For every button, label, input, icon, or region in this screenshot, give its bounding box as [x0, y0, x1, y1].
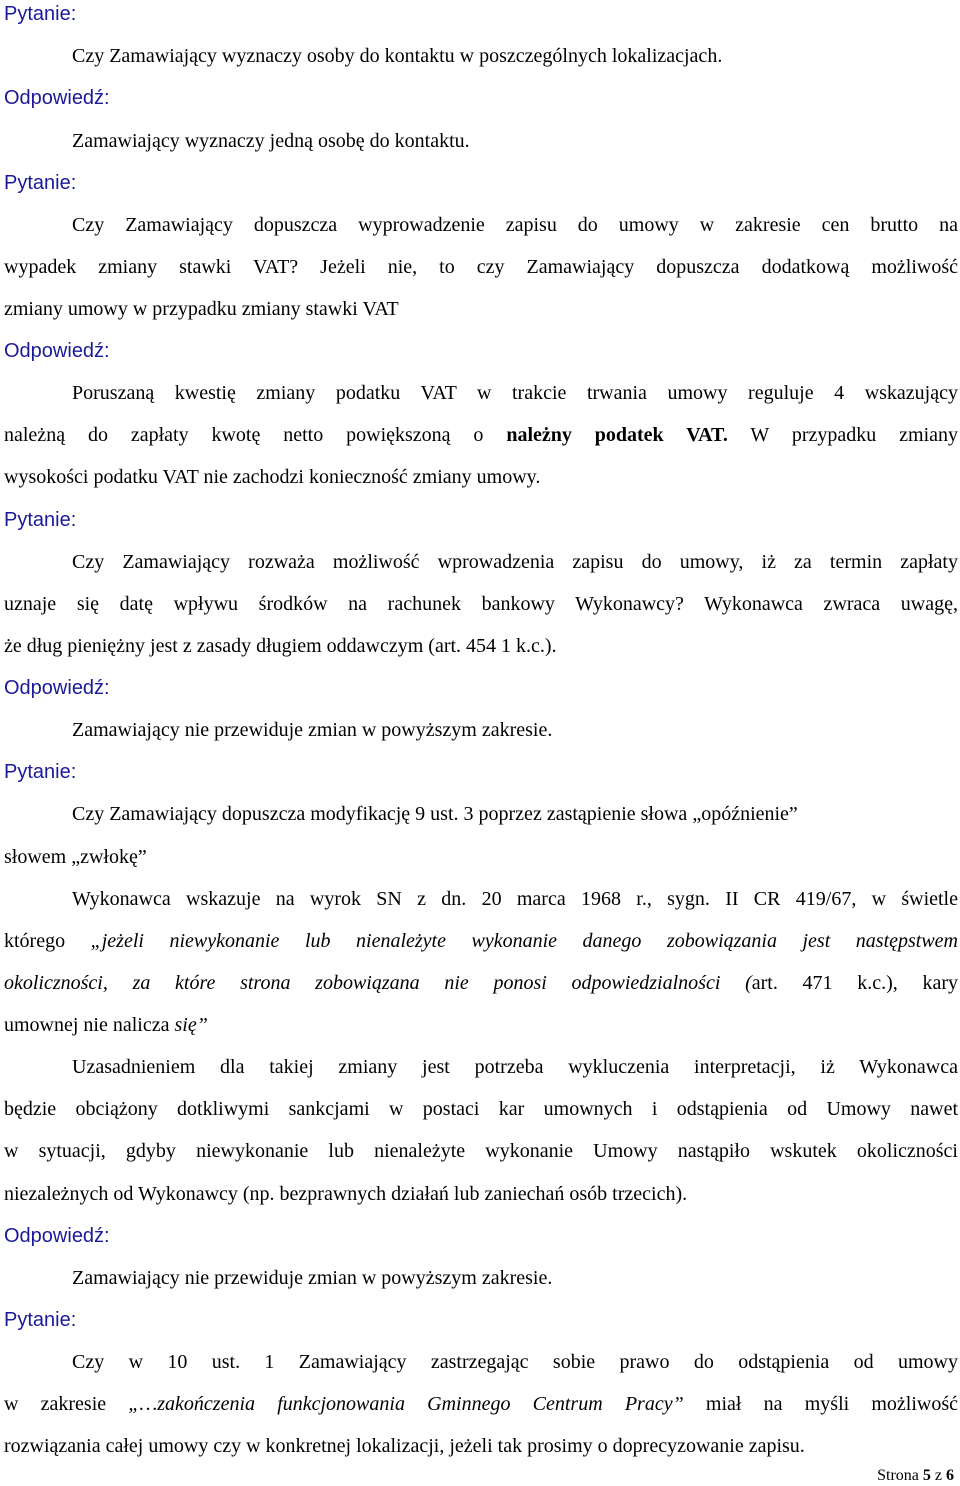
question-label: Pytanie:	[4, 1309, 77, 1331]
answer-text-part: W przypadku zmiany	[727, 424, 958, 446]
question-text-part: w zakresie	[4, 1393, 129, 1415]
question-text-part: miał na myśli możliwość	[683, 1393, 959, 1415]
question-text: rozwiązania całej umowy czy w konkretnej lokalizacji, jeżeli tak prosimy o doprecyzowanie zapisu.	[4, 1435, 805, 1457]
question-label: Pytanie:	[4, 172, 77, 194]
question-text: że dług pieniężny jest z zasady długiem oddawczym (art. 454 1 k.c.).	[4, 635, 557, 657]
page-number: 5	[922, 1467, 931, 1484]
page-footer-middle: z	[930, 1467, 946, 1484]
answer-label: Odpowiedź:	[4, 87, 110, 109]
justification-text: Uzasadnieniem dla takiej zmiany jest potrzeba wykluczenia interpretacji, iż Wykonawca	[72, 1056, 958, 1078]
question-text: Czy Zamawiający rozważa możliwość wprowadzenia zapisu do umowy, iż za termin zapłaty	[72, 551, 958, 573]
justification-text: niezależnych od Wykonawcy (np. bezprawnych działań lub zaniechań osób trzecich).	[4, 1183, 688, 1205]
note-text-part: którego	[4, 930, 91, 952]
question-label: Pytanie:	[4, 761, 77, 783]
note-quote-text: okoliczności, za które strona zobowiązana nie ponosi odpowiedzialności (	[4, 972, 752, 994]
note-text	[4, 1011, 958, 1039]
page-total: 6	[946, 1467, 954, 1484]
question-label: Pytanie:	[4, 509, 77, 531]
note-text: Wykonawca wskazuje na wyrok SN z dn. 20 marca 1968 r., sygn. II CR 419/67, w świetle	[72, 888, 958, 910]
answer-text: Zamawiający nie przewiduje zmian w powyższym zakresie.	[72, 719, 553, 741]
page-footer-prefix: Strona	[877, 1467, 923, 1484]
answer-text: Poruszaną kwestię zmiany podatku VAT w trakcie trwania umowy reguluje 4 wskazujący	[72, 382, 958, 404]
justification-text: w sytuacji, gdyby niewykonanie lub nienależyte wykonanie Umowy nastąpiło wskutek okoliczności	[4, 1140, 958, 1162]
question-text: Czy Zamawiający dopuszcza wyprowadzenie zapisu do umowy w zakresie cen brutto na	[72, 214, 958, 236]
answer-label: Odpowiedź:	[4, 1225, 110, 1247]
answer-text: Zamawiający nie przewiduje zmian w powyższym zakresie.	[72, 1267, 553, 1289]
answer-text-part: należną do zapłaty kwotę netto powiększoną o	[4, 424, 507, 446]
question-text: słowem „zwłokę”	[4, 846, 147, 868]
question-text: Czy Zamawiający dopuszcza modyfikację 9 ust. 3 poprzez zastąpienie słowa „opóźnienie”	[72, 803, 798, 825]
question-text: Czy w 10 ust. 1 Zamawiający zastrzegając sobie prawo do odstąpienia od umowy	[72, 1351, 958, 1373]
page-footer	[877, 1466, 954, 1486]
note-quote-text: się”	[174, 1014, 208, 1036]
answer-text: wysokości podatku VAT nie zachodzi konieczność zmiany umowy.	[4, 466, 541, 488]
question-text: wypadek zmiany stawki VAT? Jeżeli nie, to czy Zamawiający dopuszcza dodatkową możliwość	[4, 256, 958, 278]
question-text: zmiany umowy w przypadku zmiany stawki VAT	[4, 298, 399, 320]
note-text	[4, 969, 958, 997]
justification-text: będzie obciążony dotkliwymi sankcjami w postaci kar umownych i odstąpienia od Umowy nawet	[4, 1098, 958, 1120]
question-text: uznaje się datę wpływu środków na rachunek bankowy Wykonawcy? Wykonawca zwraca uwagę,	[4, 593, 958, 615]
answer-text: Zamawiający wyznaczy jedną osobę do kontaktu.	[72, 130, 470, 152]
note-text-part: umownej nie nalicza	[4, 1014, 175, 1036]
answer-text	[4, 421, 958, 449]
question-quote-text: „…zakończenia funkcjonowania Gminnego Centrum Pracy”	[128, 1393, 684, 1415]
question-text	[4, 1390, 958, 1418]
question-label: Pytanie:	[4, 3, 77, 25]
note-text	[4, 927, 958, 955]
answer-label: Odpowiedź:	[4, 677, 110, 699]
question-text: Czy Zamawiający wyznaczy osoby do kontaktu w poszczególnych lokalizacjach.	[72, 45, 723, 67]
note-text-part: art. 471 k.c.), kary	[751, 972, 958, 994]
note-quote-text: „jeżeli niewykonanie lub nienależyte wykonanie danego zobowiązania jest następstwem	[90, 930, 959, 952]
answer-bold-text: należny podatek VAT.	[506, 424, 728, 446]
answer-label: Odpowiedź:	[4, 340, 110, 362]
